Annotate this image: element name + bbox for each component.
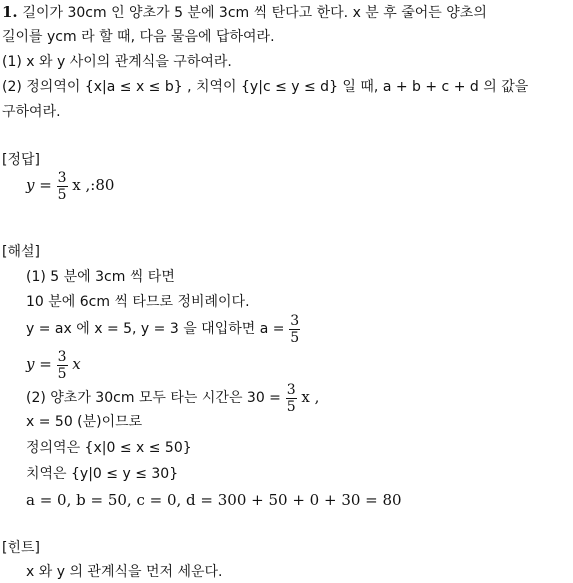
s3-frac-num: 3 bbox=[290, 312, 300, 329]
question-2-line-2: 구하여라. bbox=[2, 104, 61, 120]
hint-heading: [힌트] bbox=[2, 540, 40, 556]
answer-expression bbox=[26, 168, 114, 203]
problem-line-1 bbox=[2, 2, 487, 23]
solution-step-3-fraction bbox=[289, 313, 300, 346]
problem-number: 1. bbox=[2, 3, 18, 21]
solution-heading: [해설] bbox=[2, 244, 40, 260]
solution-step-6: x = 50 (분)이므로 bbox=[26, 414, 143, 430]
problem-line-2: 길이를 ycm 라 할 때, 다음 물음에 답하여라. bbox=[2, 29, 275, 45]
s5-frac-den: 5 bbox=[286, 398, 296, 415]
s4-rhs: x bbox=[72, 355, 81, 373]
s4-frac-num: 3 bbox=[57, 348, 67, 365]
solution-step-1: (1) 5 분에 3cm 씩 타면 bbox=[26, 269, 175, 285]
s5-frac-num: 3 bbox=[286, 381, 296, 398]
solution-step-3-text: y = ax 에 x = 5, y = 3 을 대입하면 a = bbox=[26, 321, 285, 337]
solution-step-2: 10 분에 6cm 씩 타므로 정비례이다. bbox=[26, 294, 250, 310]
answer-fraction bbox=[57, 170, 68, 203]
answer-heading: [정답] bbox=[2, 152, 40, 168]
answer-frac-num: 3 bbox=[57, 169, 67, 186]
solution-step-3 bbox=[26, 308, 300, 349]
answer-rhs: x ,:80 bbox=[72, 176, 115, 194]
question-1: (1) x 와 y 사이의 관계식을 구하여라. bbox=[2, 54, 232, 70]
question-2-line-1: (2) 정의역이 {x|a ≤ x ≤ b} , 치역이 {y|c ≤ y ≤ d} 일 때, a + b + c + d 의 값을 bbox=[2, 79, 529, 95]
solution-step-9: a = 0, b = 50, c = 0, d = 300 + 50 + 0 + 30 = 80 bbox=[26, 491, 402, 509]
s4-frac-den: 5 bbox=[57, 365, 67, 382]
answer-frac-den: 5 bbox=[57, 186, 67, 203]
problem-text-1: 길이가 30cm 인 양초가 5 분에 3cm 씩 탄다고 한다. x 분 후 줄어든 양초의 bbox=[22, 5, 487, 21]
solution-step-5-fraction bbox=[286, 382, 297, 415]
answer-lhs: y = bbox=[26, 176, 52, 194]
s5-rhs: x , bbox=[301, 388, 320, 406]
hint-text: x 와 y 의 관계식을 먼저 세운다. bbox=[26, 564, 223, 580]
solution-step-7: 정의역은 {x|0 ≤ x ≤ 50} bbox=[26, 440, 192, 456]
solution-step-8: 치역은 {y|0 ≤ y ≤ 30} bbox=[26, 466, 179, 482]
s3-frac-den: 5 bbox=[290, 329, 300, 346]
s4-lhs: y = bbox=[26, 355, 52, 373]
s5-text: (2) 양초가 30cm 모두 타는 시간은 30 = bbox=[26, 390, 281, 406]
